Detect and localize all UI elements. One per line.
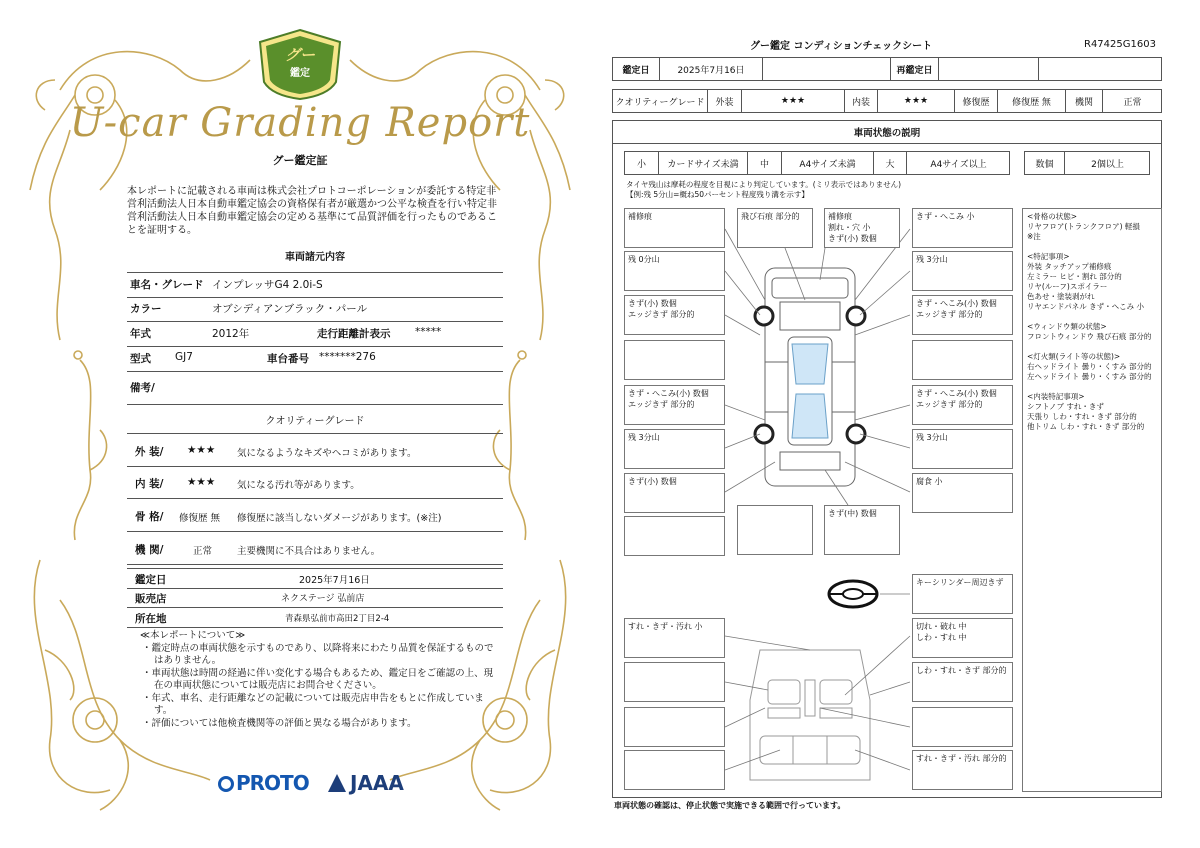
notes-line: 左ヘッドライト 曇り・くすみ 部分的 [1027, 372, 1152, 381]
count-label: 数個 [1025, 152, 1065, 174]
engine-label: 機 関/ [135, 544, 164, 556]
proto-logo [218, 771, 309, 795]
engine-value: 正常 [1123, 97, 1142, 108]
sheet-title: グー鑑定 コンディションチェックシート [750, 41, 933, 52]
callout-text: 残 0分山 [628, 255, 660, 264]
notes-line: シフトノブ すれ・きず [1027, 402, 1104, 411]
chassis-value: *******276 [319, 351, 376, 363]
row-remarks [127, 372, 503, 405]
mileage-label: 走行距離計表示 [317, 328, 391, 340]
callout-box [824, 505, 900, 555]
color-value: オブシディアンブラック・パール [212, 303, 368, 315]
address-value: 青森県弘前市高田2丁目2-4 [285, 614, 390, 624]
row-year [127, 322, 503, 347]
frame-value: 修復歴 無 [179, 513, 221, 524]
callout-box [912, 385, 1013, 425]
proto-logo-text: PROTO [236, 771, 309, 795]
report-notes [140, 630, 500, 730]
notes-heading: <ウィンドウ類の状態> [1027, 322, 1107, 331]
size-large: 大 [874, 152, 907, 174]
engine-label: 機関 [1066, 90, 1103, 112]
row-model [127, 347, 503, 372]
callout-box [912, 750, 1013, 790]
callout-box [912, 618, 1013, 658]
interior-desc: 気になる汚れ等があります。 [237, 480, 360, 491]
row-interior [127, 466, 503, 499]
model-label: 型式 [130, 353, 151, 365]
row-shop [127, 588, 503, 608]
callout-text: 残 3分山 [916, 433, 948, 442]
exterior-desc: 気になるようなキズやヘコミがあります。 [237, 448, 417, 459]
notes-line: リヤエンドパネル きず・へこみ 小 [1027, 302, 1144, 311]
callout-box [624, 429, 725, 469]
exterior-stars: ★★★ [187, 444, 216, 456]
notes-line: 左ミラー ヒビ・割れ 部分的 [1027, 272, 1122, 281]
callout-box [624, 385, 725, 425]
callout-box [624, 473, 725, 513]
ext-label: 外装 [708, 90, 742, 112]
tire-note-2: 【例:残 5分山=概ね50パーセント程度残り溝を示す】 [626, 190, 809, 199]
callout-text: 切れ・破れ 中 [916, 622, 967, 631]
callout-box-empty [624, 750, 725, 790]
callout-text: エッジきず 部分的 [916, 400, 983, 409]
chassis-label: 車台番号 [267, 353, 309, 365]
badge-text-top: グー [284, 46, 315, 64]
grade-label: 車名・グレード [130, 279, 204, 291]
count-desc: 2個以上 [1091, 159, 1124, 170]
callout-box [912, 251, 1013, 291]
interior-label: 内 装/ [135, 478, 164, 490]
sheet-footer: 車両状態の確認は、停止状態で実施できる範囲で行っています。 [614, 801, 846, 810]
model-value: GJ7 [175, 351, 193, 363]
size-mid: 中 [748, 152, 782, 174]
grade-value: インプレッサG4 2.0i-S [212, 279, 323, 291]
row-date [127, 568, 503, 589]
jaaa-logo-text: JAAA [350, 771, 404, 795]
callout-box-empty [624, 707, 725, 747]
callout-text: きず・へこみ(小) 数個 [916, 389, 997, 398]
callout-box [624, 618, 725, 658]
callout-text: 割れ・穴 小 [828, 223, 871, 232]
row-color [127, 297, 503, 322]
int-label: 内装 [845, 90, 878, 112]
color-label: カラー [130, 303, 162, 315]
repair-value: 修復歴 無 [998, 90, 1066, 112]
notes-line: 色あせ・塗装剥がれ [1027, 292, 1095, 301]
callout-box [912, 208, 1013, 248]
exterior-label: 外 装/ [135, 446, 164, 458]
ext-stars: ★★★ [742, 90, 845, 112]
notes-heading: <骨格の状態> [1027, 212, 1078, 221]
notes-line: リヤフロア(トランクフロア) 軽損 [1027, 222, 1140, 231]
callout-box [624, 208, 725, 248]
frame-label: 骨 格/ [135, 511, 164, 523]
date-value: 2025年7月16日 [660, 58, 763, 80]
notes-line: ※注 [1027, 232, 1041, 241]
notes-line: 右ヘッドライト 曇り・くすみ 部分的 [1027, 362, 1152, 371]
callout-box [912, 574, 1013, 614]
certificate-body: 本レポートに記載される車両は株式会社プロトコーポレーションが委託する特定非営利活動法人日本自動車鑑定協会の資格保有者が厳選かつ公平な検査を行い特定非営利活動法人日本自動車鑑定協会の定める基準にて品質評価を行ったものであることを証明する。 [127, 186, 497, 236]
callout-text: 残 3分山 [628, 433, 660, 442]
int-stars: ★★★ [878, 90, 955, 112]
callout-text: 補修痕 [628, 212, 652, 221]
callout-box [912, 662, 1013, 702]
date-label: 鑑定日 [135, 574, 167, 586]
shop-label: 販売店 [135, 593, 167, 605]
proto-logo-icon [218, 776, 234, 792]
reinspect-label: 再鑑定日 [891, 58, 939, 80]
callout-box [912, 473, 1013, 513]
callout-box-empty [624, 516, 725, 556]
note-item: ・車両状態は時間の経過に伴い変化する場合もあるため、鑑定日をご確認の上、現在の車両状態については販売店にお問合せください。 [142, 667, 494, 691]
callout-text: すれ・きず・汚れ 部分的 [916, 754, 1007, 763]
callout-text: 残 3分山 [916, 255, 948, 264]
note-item: ・年式、車名、走行距離などの記載については販売店申告をもとに作成しています。 [142, 692, 484, 716]
callout-box-empty [624, 662, 725, 702]
year-label: 年式 [130, 328, 151, 340]
callout-box [824, 208, 900, 248]
condition-check-sheet [600, 0, 1200, 848]
callout-text: しわ・すれ 中 [916, 633, 967, 642]
notes-title: ≪本レポートについて≫ [140, 630, 246, 641]
callout-text: エッジきず 部分的 [628, 400, 695, 409]
callout-text: 腐食 小 [916, 477, 943, 486]
callout-text: きず(小) 数個 [628, 299, 677, 308]
callout-text: きず(小) 数個 [828, 234, 877, 243]
mileage-value: ***** [415, 326, 442, 338]
report-id: R47425G1603 [1084, 39, 1156, 50]
size-mid-desc: A4サイズ未満 [782, 152, 874, 174]
callout-text: 飛び石痕 部分的 [741, 212, 800, 221]
notes-line: リヤ(ルーフ)スポイラー [1027, 282, 1108, 291]
callout-box [912, 429, 1013, 469]
callout-text: きず・へこみ(小) 数個 [628, 389, 709, 398]
row-grade [127, 272, 503, 298]
condition-notes [1022, 208, 1162, 792]
size-small-desc: カードサイズ未満 [659, 152, 748, 174]
callout-box-empty [737, 505, 813, 555]
quality-grade-title: クオリティーグレード [265, 416, 365, 427]
remarks-label: 備考/ [130, 382, 155, 394]
callout-text: しわ・すれ・きず 部分的 [916, 666, 1007, 675]
notes-line: 天張り しわ・すれ・きず 部分的 [1027, 412, 1137, 421]
callout-text: エッジきず 部分的 [628, 310, 695, 319]
tire-note-1: タイヤ残山は摩耗の程度を目視により判定しています。(ミリ表示ではありません) [626, 180, 902, 189]
date-label: 鑑定日 [613, 58, 660, 80]
callout-box [737, 208, 813, 248]
callout-box-empty [624, 340, 725, 380]
report-title: U-car Grading Report [69, 100, 531, 146]
row-frame [127, 499, 503, 532]
engine-value: 正常 [193, 546, 213, 557]
spec-title: 車両諸元内容 [285, 252, 345, 263]
callout-text: エッジきず 部分的 [916, 310, 983, 319]
callout-box [912, 295, 1013, 335]
callout-box-empty [912, 707, 1013, 747]
row-address [127, 608, 503, 628]
year-value: 2012年 [212, 328, 250, 340]
notes-line: 他トリム しわ・すれ・きず 部分的 [1027, 422, 1145, 431]
jaaa-logo-icon [328, 774, 346, 792]
date-value: 2025年7月16日 [299, 575, 370, 586]
notes-heading: <灯火類(ライト等の状態)> [1027, 352, 1121, 361]
condition-title: 車両状態の説明 [853, 127, 921, 139]
size-small: 小 [625, 152, 659, 174]
callout-box-empty [912, 340, 1013, 380]
callout-text: 補修痕 [828, 212, 852, 221]
callout-text: きず(中) 数個 [828, 509, 877, 518]
interior-stars: ★★★ [187, 476, 216, 488]
address-label: 所在地 [135, 613, 167, 625]
frame-desc: 修復歴に該当しないダメージがあります。(※注) [237, 513, 442, 524]
notes-heading: <内装特記事項> [1027, 392, 1085, 401]
note-item: ・評価については他検査機関等の評価と異なる場合があります。 [142, 717, 417, 729]
callout-text: きず・へこみ(小) 数個 [916, 299, 997, 308]
badge-text-bottom: 鑑定 [290, 68, 310, 79]
notes-line: 外装 タッチアップ補修痕 [1027, 262, 1112, 271]
shop-value: ネクステージ 弘前店 [281, 594, 365, 604]
repair-label: 修復歴 [955, 90, 998, 112]
note-item: ・鑑定時点の車両状態を示すものであり、以降将来にわたり品質を保証するものではありません。 [142, 642, 494, 666]
size-large-desc: A4サイズ以上 [930, 159, 987, 170]
callout-text: キーシリンダー周辺きず [916, 578, 1004, 587]
qg-label: クオリティーグレード [613, 90, 708, 112]
row-engine [127, 532, 503, 565]
row-exterior [127, 433, 503, 467]
callout-text: きず(小) 数個 [628, 477, 677, 486]
certificate-heading: グー鑑定証 [272, 154, 328, 167]
notes-line: フロントウィンドウ 飛び石痕 部分的 [1027, 332, 1152, 341]
callout-text: きず・へこみ 小 [916, 212, 975, 221]
callout-box [624, 251, 725, 291]
notes-heading: <特記事項> [1027, 252, 1070, 261]
jaaa-logo [328, 771, 404, 795]
callout-text: すれ・きず・汚れ 小 [628, 622, 703, 631]
callout-box [624, 295, 725, 335]
engine-desc: 主要機関に不具合はありません。 [237, 546, 381, 557]
